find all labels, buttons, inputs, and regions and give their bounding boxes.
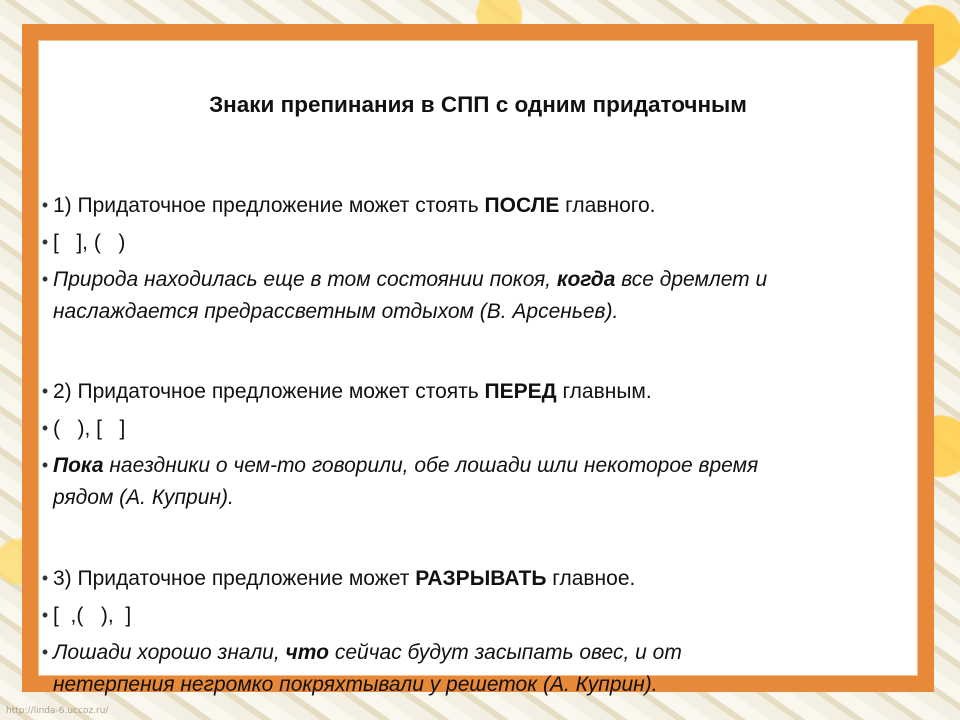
example-line2: рядом (А. Куприн). [53,486,234,509]
scheme-text: ( ), [ ] [53,417,126,440]
bullet-icon: • [41,381,49,401]
bullet-icon: • [41,232,49,252]
bullet-icon: • [41,568,49,588]
rule-lead: 3) Придаточное предложение может [53,567,416,590]
bullet-icon: • [41,605,49,625]
rule-text [53,190,888,222]
example-after: наездники о чем-то говорили, обе лошади шли некоторое время [103,454,759,477]
rule-lead: 1) Придаточное предложение может стоять [53,194,485,217]
bullet-icon: • [41,642,49,662]
bullet-icon: • [41,418,49,438]
example-before: Лошади хорошо знали, [53,641,286,664]
rule-tail: главным. [556,380,652,403]
slide-title: Знаки препинания в СПП с одним придаточным [209,92,747,117]
rule-key: ПОСЛЕ [484,194,560,217]
rule-lead: 2) Придаточное предложение может стоять [53,380,485,403]
slide-frame [22,24,934,696]
example-text [53,637,888,701]
scheme-text: [ ,( ), ] [53,604,132,627]
example-after: сейчас будут засыпать овес, и от [328,641,682,664]
watermark-url: http://linda-6.uccoz.ru/ [6,706,109,716]
bullet-icon: • [41,195,49,215]
slide-content [38,40,918,696]
example-after: все дремлет и [615,268,768,291]
bullet-icon: • [41,269,49,289]
example-key: когда [556,268,616,291]
rule-key: ПЕРЕД [484,380,557,403]
example-text [53,450,888,514]
example-text [53,264,888,328]
example-key: что [285,641,329,664]
rule-tail: главное. [546,567,636,590]
example-line2: наслаждается предрассветным отдыхом (В. Арсеньев). [53,300,619,323]
rule-tail: главного. [559,194,656,217]
slide-panel [38,40,918,696]
example-line2: нетерпения негромко покряхтывали у решеток (А. Куприн). [53,673,658,696]
rule-text [53,563,888,595]
rule-text [53,376,888,408]
scheme-text: [ ], ( ) [53,231,126,254]
example-before: Природа находилась еще в том состоянии покоя, [53,268,557,291]
rule-key: РАЗРЫВАТЬ [415,567,547,590]
bullet-icon: • [41,455,49,475]
example-key: Пока [53,454,104,477]
